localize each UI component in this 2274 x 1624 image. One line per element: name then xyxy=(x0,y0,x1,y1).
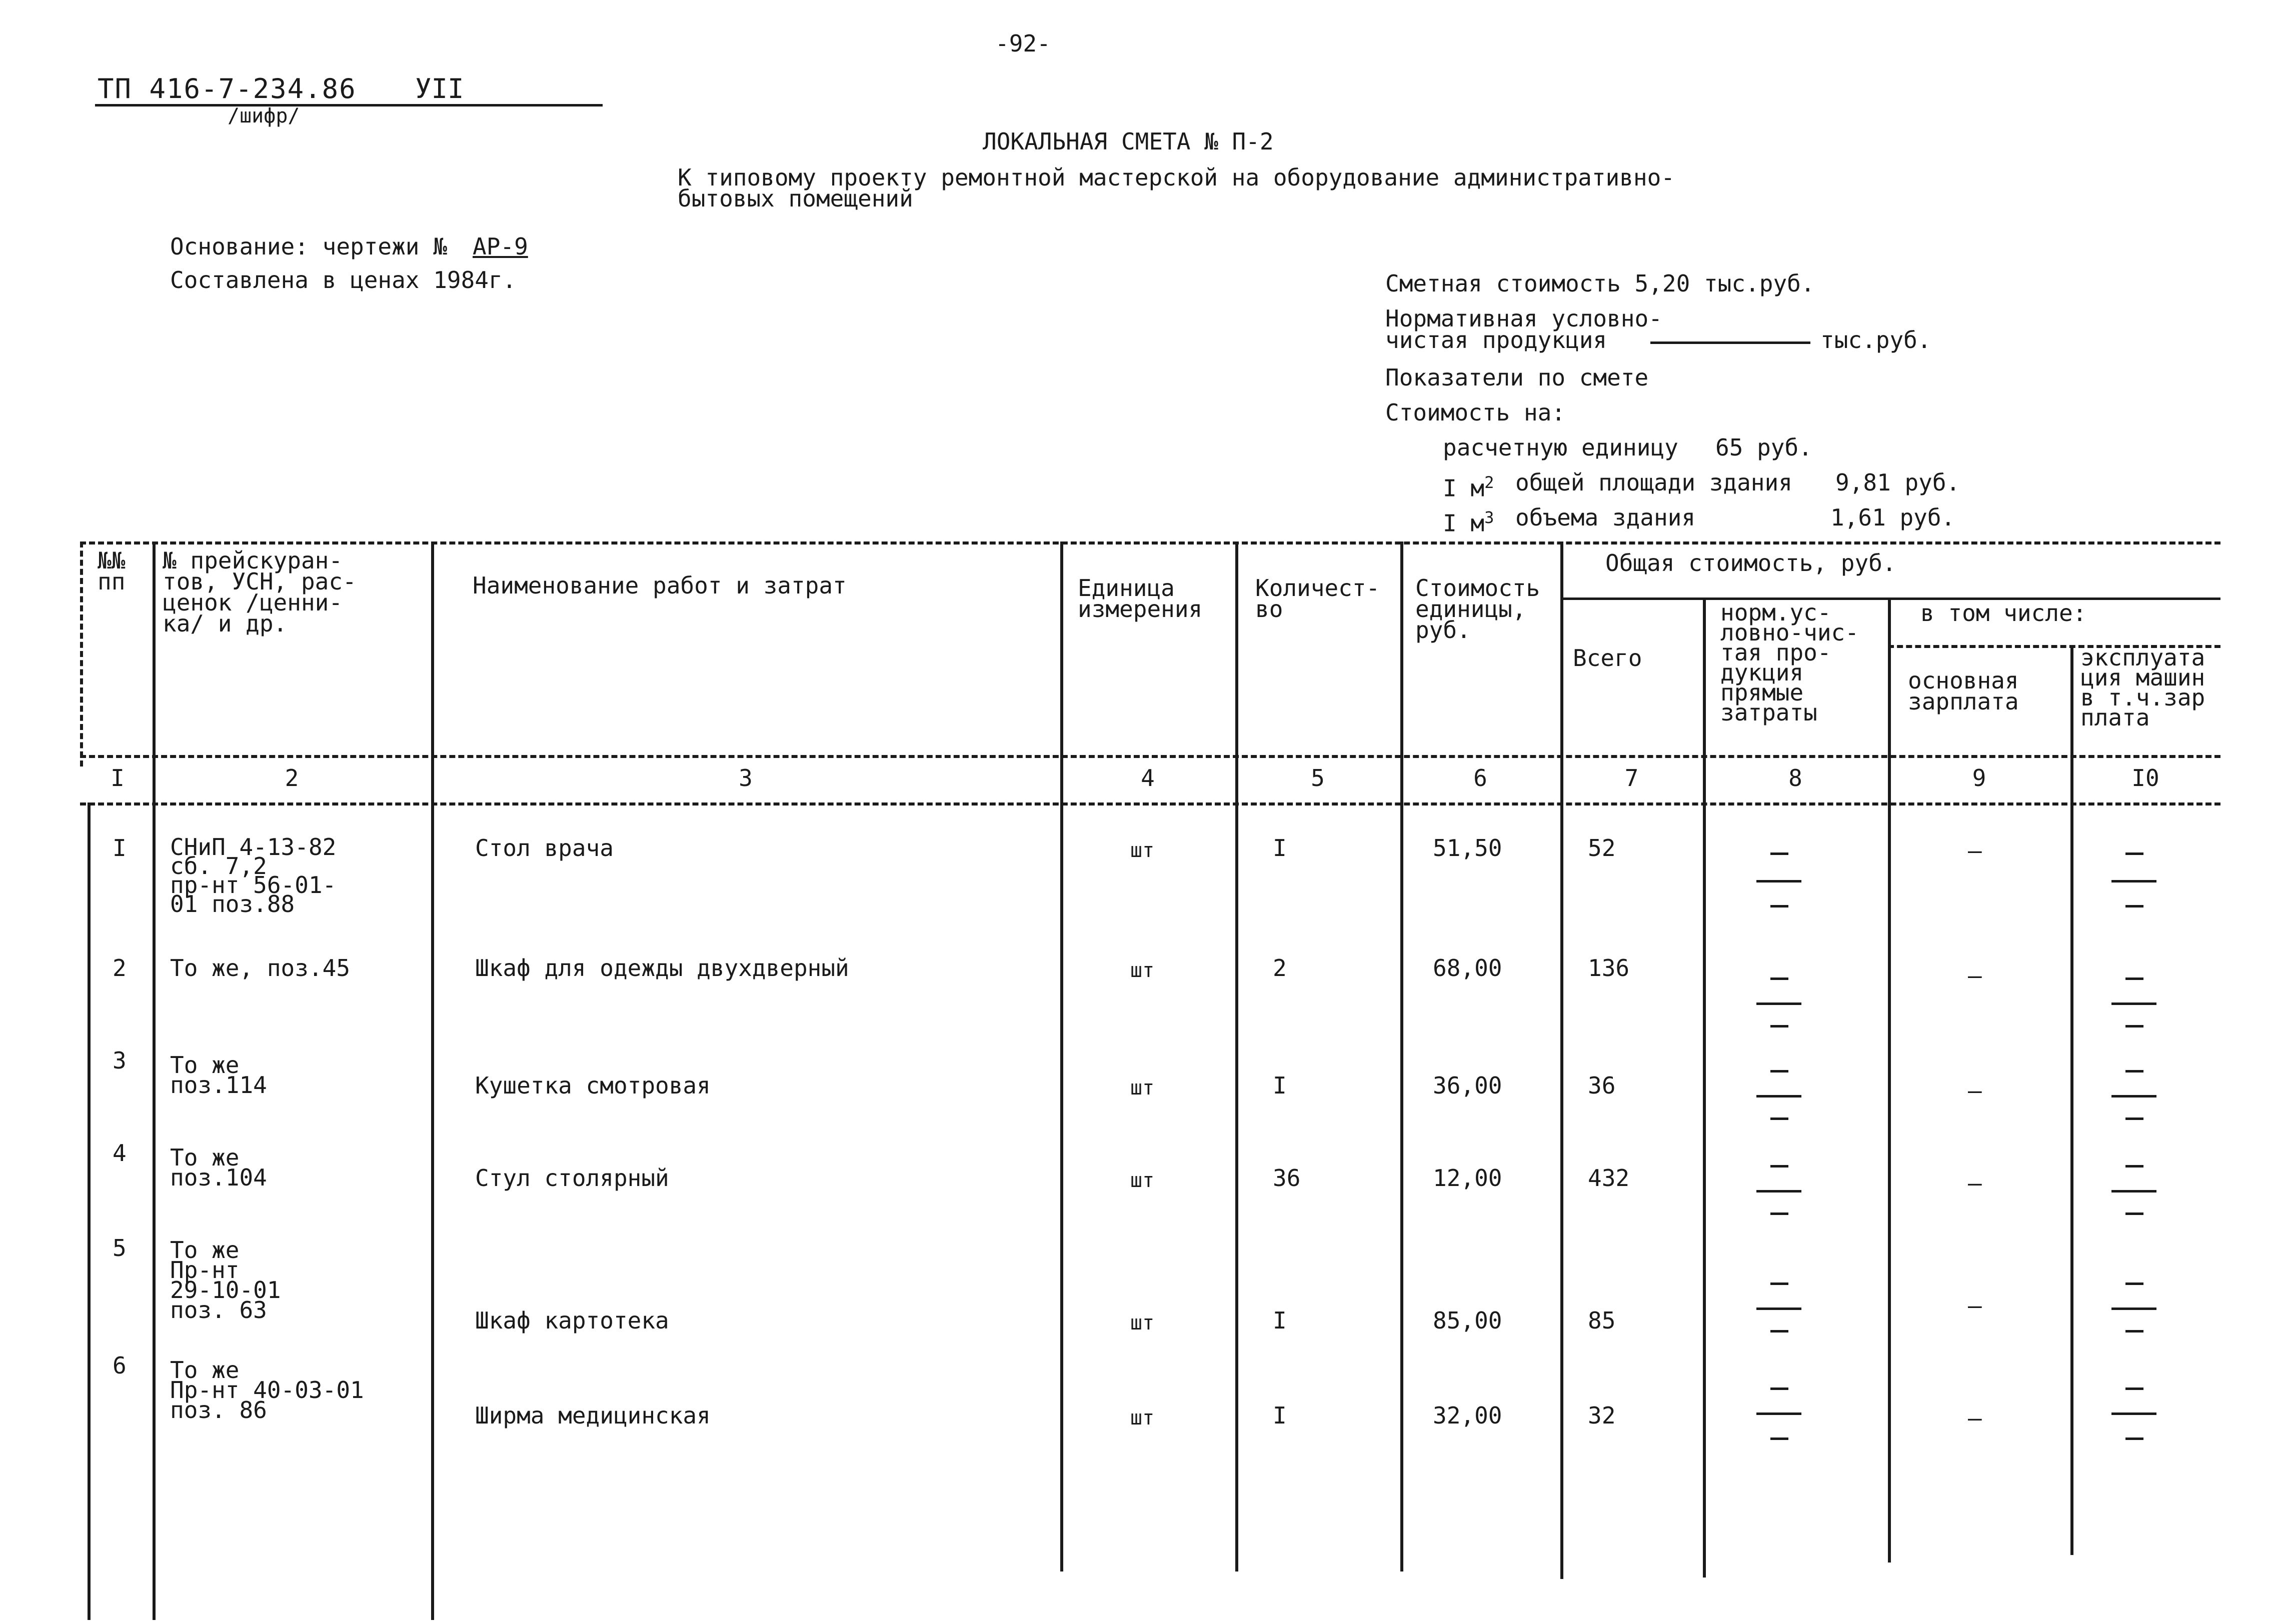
row-unit-price: 85,00 xyxy=(1433,1307,1502,1334)
per-m2-prefix: I м xyxy=(1443,474,1485,502)
header-unit-price: Стоимость единицы, руб. xyxy=(1415,574,1540,644)
row-unit-price: 68,00 xyxy=(1433,954,1502,982)
per-m3-sup: 3 xyxy=(1484,508,1494,527)
row-unit-price: 32,00 xyxy=(1433,1402,1502,1429)
per-m2-row xyxy=(1443,470,1494,500)
subtitle-line-1: К типовому проекту ремонтной мастерской на оборудование административно- xyxy=(678,164,1675,191)
row-quantity: I xyxy=(1273,1402,1287,1429)
basis-label: Основание: чертежи № xyxy=(170,233,447,260)
row-number: I xyxy=(113,834,127,862)
per-m3-row xyxy=(1443,505,1494,536)
row-number: 4 xyxy=(113,1140,127,1166)
per-unit-label: расчетную единицу xyxy=(1443,434,1678,461)
per-m3-prefix: I м xyxy=(1443,510,1485,537)
per-m3-value: 1,61 руб. xyxy=(1830,504,1955,531)
col-number-7: 7 xyxy=(1624,764,1639,792)
row-quantity: 2 xyxy=(1273,954,1287,982)
row-salary-dash: – xyxy=(1968,962,1982,989)
header-row-number: №№ пп xyxy=(98,547,126,595)
row-price-ref: То же поз.114 xyxy=(170,1052,267,1098)
col-number-2: 2 xyxy=(285,764,299,792)
row-total: 32 xyxy=(1588,1402,1616,1429)
header-unit: Единица измерения xyxy=(1078,574,1203,622)
document-title: ЛОКАЛЬНАЯ СМЕТА № П-2 xyxy=(983,128,1274,155)
header-quantity: Количест- во xyxy=(1255,574,1380,622)
basis-value: АР-9 xyxy=(473,233,528,260)
row-total: 136 xyxy=(1588,954,1630,982)
col-number-5: 5 xyxy=(1311,764,1325,792)
row-number: 3 xyxy=(113,1047,127,1074)
header-machine-operation: эксплуата ция машин в т.ч.зар плата xyxy=(2080,644,2205,731)
row-quantity: I xyxy=(1273,1307,1287,1334)
row-quantity: I xyxy=(1273,834,1287,862)
row-work-name: Ширма медицинская xyxy=(475,1402,711,1429)
col-number-1: I xyxy=(111,764,125,792)
col-number-10: I0 xyxy=(2131,764,2159,792)
row-unit: шт xyxy=(1130,1169,1155,1192)
row-price-ref: То же, поз.45 xyxy=(170,954,351,982)
subtitle-line-2: бытовых помещений xyxy=(678,185,913,212)
doc-code-label: /шифр/ xyxy=(228,104,300,128)
row-total: 85 xyxy=(1588,1307,1616,1334)
row-quantity: I xyxy=(1273,1072,1287,1099)
header-work-name: Наименование работ и затрат xyxy=(473,572,847,599)
col-number-4: 4 xyxy=(1141,764,1155,792)
prices-year: Составлена в ценах 1984г. xyxy=(170,266,517,294)
row-work-name: Шкаф картотека xyxy=(475,1307,669,1334)
row-total: 36 xyxy=(1588,1072,1616,1099)
estimated-cost: Сметная стоимость 5,20 тыс.руб. xyxy=(1385,270,1815,297)
row-unit: шт xyxy=(1130,959,1155,982)
col-number-6: 6 xyxy=(1473,764,1487,792)
normative-line-2: чистая продукция xyxy=(1385,326,1607,354)
col-number-9: 9 xyxy=(1972,764,1986,792)
col-number-3: 3 xyxy=(739,764,753,792)
doc-code: ТП 416-7-234.86 xyxy=(98,73,357,104)
col-number-8: 8 xyxy=(1788,764,1802,792)
cost-on-label: Стоимость на: xyxy=(1385,399,1566,426)
row-salary-dash: – xyxy=(1968,1077,1982,1104)
per-m3-label: объема здания xyxy=(1515,504,1696,531)
row-salary-dash: – xyxy=(1968,1170,1982,1196)
row-unit: шт xyxy=(1130,1312,1155,1334)
row-unit: шт xyxy=(1130,1406,1155,1430)
row-number: 5 xyxy=(113,1234,127,1262)
row-price-ref: СНиП 4-13-82 сб. 7,2 пр-нт 56-01- 01 поз.88 xyxy=(170,834,337,918)
row-unit: шт xyxy=(1130,1076,1155,1100)
row-number: 2 xyxy=(113,954,127,982)
page-number: -92- xyxy=(995,30,1051,57)
row-quantity: 36 xyxy=(1273,1164,1301,1192)
per-m2-sup: 2 xyxy=(1484,473,1494,492)
row-salary-dash: – xyxy=(1968,1404,1982,1432)
header-price-ref: № прейскуран- тов, УСН, рас- ценок /ценни- ка/ и др. xyxy=(163,547,357,637)
row-work-name: Кушетка смотровая xyxy=(475,1072,711,1099)
per-unit-value: 65 руб. xyxy=(1715,434,1812,461)
row-work-name: Стол врача xyxy=(475,834,614,862)
row-unit-price: 36,00 xyxy=(1433,1072,1502,1099)
row-unit-price: 12,00 xyxy=(1433,1164,1502,1192)
per-m2-value: 9,81 руб. xyxy=(1835,469,1960,496)
row-salary-dash: – xyxy=(1968,837,1982,864)
header-base-salary: основная зарплата xyxy=(1908,667,2019,715)
header-total-group: Общая стоимость, руб. xyxy=(1605,550,1896,576)
row-unit-price: 51,50 xyxy=(1433,834,1502,862)
row-total: 432 xyxy=(1588,1164,1630,1192)
normative-line-1: Нормативная условно- xyxy=(1385,305,1662,332)
normative-unit: тыс.руб. xyxy=(1820,326,1931,354)
row-price-ref: То же Пр-нт 40-03-01 поз. 86 xyxy=(170,1356,364,1424)
header-including-group: в том числе: xyxy=(1920,600,2087,626)
header-total: Всего xyxy=(1573,644,1642,672)
per-m2-label: общей площади здания xyxy=(1515,469,1792,496)
row-work-name: Шкаф для одежды двухдверный xyxy=(475,954,849,982)
row-salary-dash: – xyxy=(1968,1292,1982,1319)
row-price-ref: То же Пр-нт 29-10-01 поз. 63 xyxy=(170,1236,281,1324)
row-price-ref: То же поз.104 xyxy=(170,1144,267,1191)
row-number: 6 xyxy=(113,1352,127,1379)
doc-code-suffix: УII xyxy=(415,73,464,104)
row-total: 52 xyxy=(1588,834,1616,862)
header-normative-product: норм.ус- ловно-чис- тая про- дукция прямые затраты xyxy=(1720,599,1859,726)
row-unit: шт xyxy=(1130,839,1155,862)
row-work-name: Стул столярный xyxy=(475,1164,669,1192)
indicators-label: Показатели по смете xyxy=(1385,364,1649,391)
